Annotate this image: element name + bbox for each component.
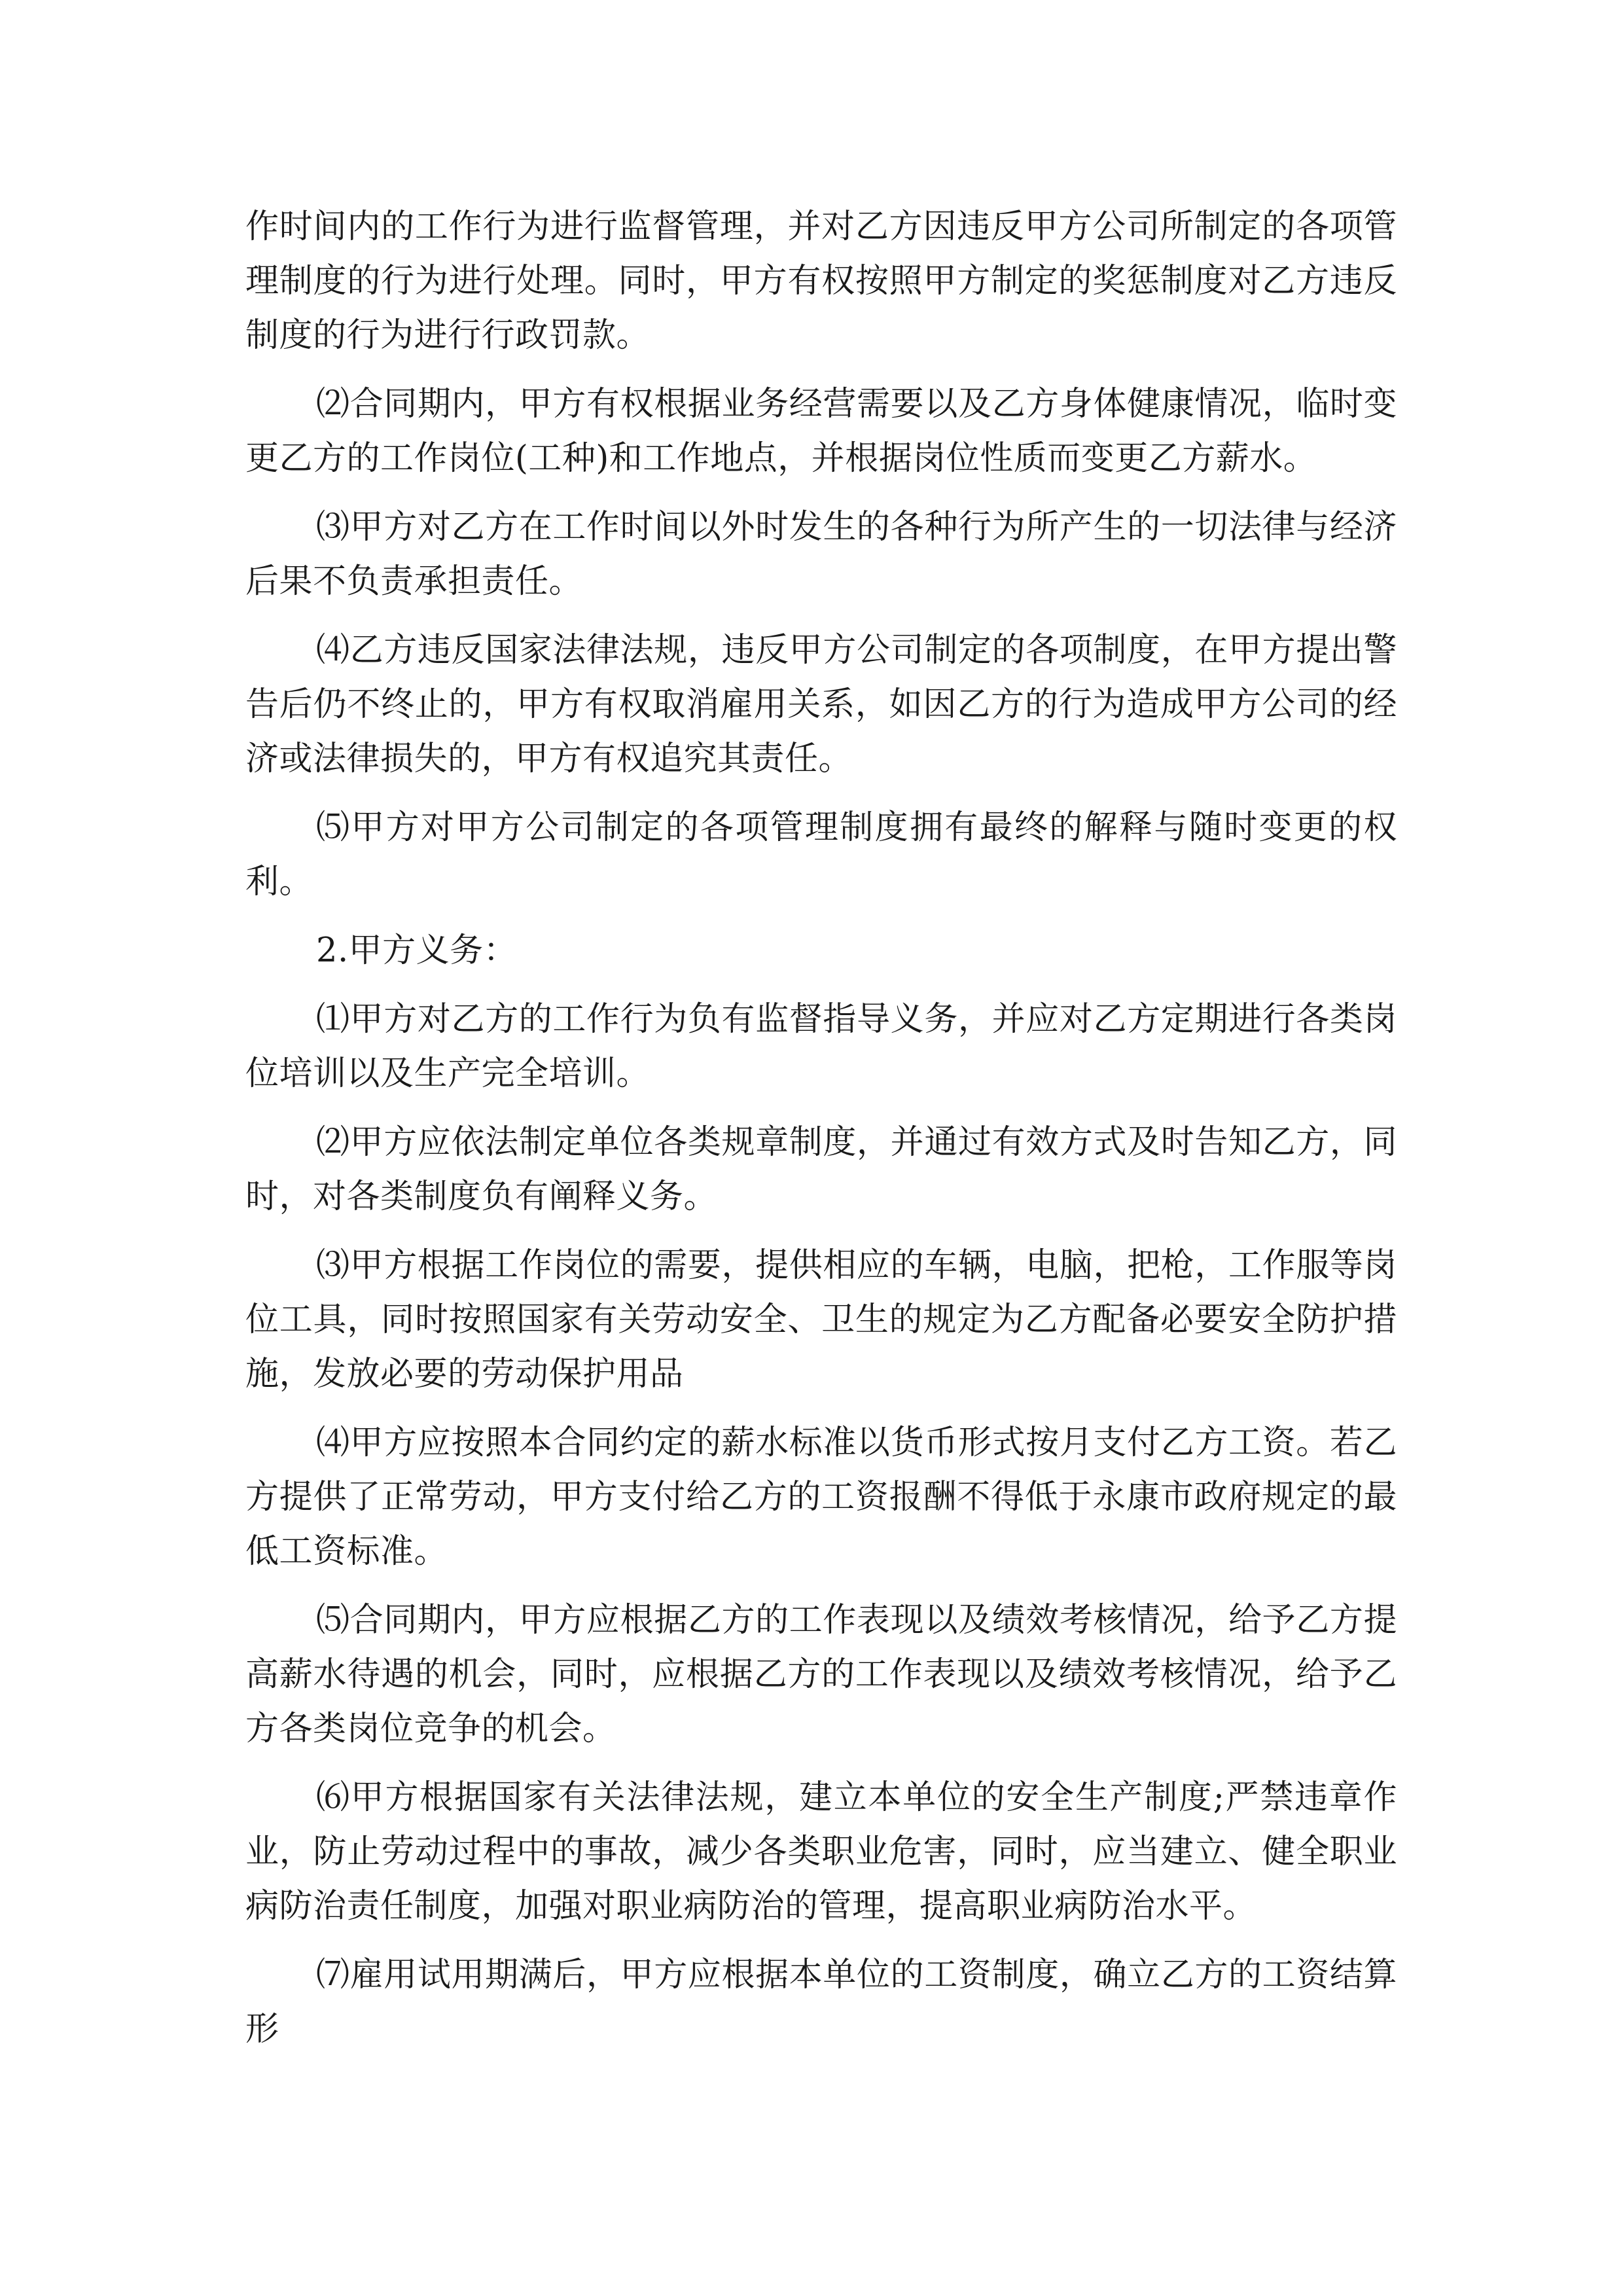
paragraph-13: ⑺雇用试用期满后，甲方应根据本单位的工资制度，确立乙方的工资结算形 xyxy=(245,1956,1397,2049)
section-heading-obligations: 2.甲方义务： xyxy=(316,931,518,970)
paragraph-7: ⑴甲方对乙方的工作行为负有监督指导义务，并应对乙方定期进行各类岗位培训以及生产完全培训。 xyxy=(245,1000,1397,1093)
paragraph-5: ⑸甲方对甲方公司制定的各项管理制度拥有最终的解释与随时变更的权利。 xyxy=(245,808,1397,901)
paragraph-9: ⑶甲方根据工作岗位的需要，提供相应的车辆，电脑，把枪，工作服等岗位工具，同时按照国家有关劳动安全、卫生的规定为乙方配备必要安全防护措施，发放必要的劳动保护用品 xyxy=(245,1246,1397,1393)
paragraph-11: ⑸合同期内，甲方应根据乙方的工作表现以及绩效考核情况，给予乙方提高薪水待遇的机会，同时，应根据乙方的工作表现以及绩效考核情况，给予乙方各类岗位竞争的机会。 xyxy=(245,1601,1397,1748)
document-body xyxy=(245,200,1397,2071)
paragraph-12: ⑹甲方根据国家有关法律法规，建立本单位的安全生产制度;严禁违章作业，防止劳动过程中的事故，减少各类职业危害，同时，应当建立、健全职业病防治责任制度，加强对职业病防治的管理，提高职业病防治水平。 xyxy=(245,1778,1397,1926)
paragraph-4: ⑷乙方违反国家法律法规，违反甲方公司制定的各项制度，在甲方提出警告后仍不终止的，甲方有权取消雇用关系，如因乙方的行为造成甲方公司的经济或法律损失的，甲方有权追究其责任。 xyxy=(245,631,1397,778)
paragraph-3: ⑶甲方对乙方在工作时间以外时发生的各种行为所产生的一切法律与经济后果不负责承担责任。 xyxy=(245,508,1397,601)
paragraph-10: ⑷甲方应按照本合同约定的薪水标准以货币形式按月支付乙方工资。若乙方提供了正常劳动，甲方支付给乙方的工资报酬不得低于永康市政府规定的最低工资标准。 xyxy=(245,1424,1397,1571)
paragraph-1: 作时间内的工作行为进行监督管理，并对乙方因违反甲方公司所制定的各项管理制度的行为进行处理。同时，甲方有权按照甲方制定的奖惩制度对乙方违反制度的行为进行行政罚款。 xyxy=(245,207,1397,355)
paragraph-8: ⑵甲方应依法制定单位各类规章制度，并通过有效方式及时告知乙方，同时，对各类制度负有阐释义务。 xyxy=(245,1123,1397,1216)
paragraph-2: ⑵合同期内，甲方有权根据业务经营需要以及乙方身体健康情况，临时变更乙方的工作岗位(工种)和工作地点，并根据岗位性质而变更乙方薪水。 xyxy=(245,385,1397,478)
